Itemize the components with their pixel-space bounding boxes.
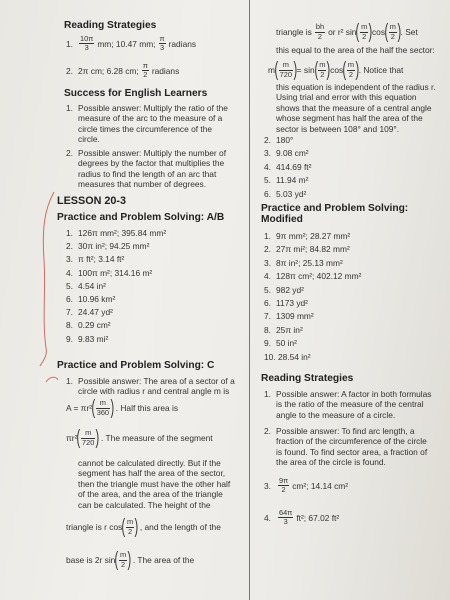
list-item: 9. 50 in² <box>264 338 297 349</box>
pps-c-triangle: triangle is r cos ( $\frac{m}{2}$ ) , and the length of the <box>66 516 221 538</box>
right-eq-line: m ( $\frac{m}{720}$ ) = sin ( $\frac{m}{2}$ ) cos ( $\frac{m}{2}$ ) . Notice that <box>268 59 404 81</box>
list-item: 4. 128π cm²; 402.12 mm² <box>264 271 362 282</box>
heading-pps-modified: Practice and Problem Solving: Modified <box>261 203 409 225</box>
list-item: 1. 9π mm²; 28.27 mm² <box>264 231 351 241</box>
list-item: 10. 28.54 in² <box>264 351 311 362</box>
pps-c-base: base is 2r sin ( $\frac{m}{2}$ ) . The area of the <box>66 549 195 571</box>
pen-mark-c <box>44 372 64 397</box>
heading-pps-c: Practice and Problem Solving: C <box>57 360 215 371</box>
list-item: 8. 0.29 cm² <box>66 320 111 331</box>
list-item: 7. 1309 mm² <box>264 311 314 322</box>
heading-pps-ab: Practice and Problem Solving: A/B <box>57 212 225 223</box>
list-item: 5. 11.94 m² <box>264 175 309 186</box>
right-equal-line: this equal to the area of the half the sector: <box>276 45 435 55</box>
list-item: 9. 9.83 mi² <box>66 333 109 344</box>
rs-right-item-2: 2. Possible answer: To find arc length, a fraction of the circumference of the circle is found. To find sector area, a fraction of the area of the circle is found. <box>264 426 428 468</box>
pps-modified-list <box>264 230 361 364</box>
heading-reading-strategies-left: Reading Strategies <box>64 20 157 31</box>
list-item: 3. 9.08 cm² <box>264 148 309 159</box>
list-item: 5. 982 yd² <box>264 284 304 295</box>
list-item: 7. 24.47 yd² <box>66 307 113 318</box>
list-item: 2. 180° <box>264 135 294 145</box>
pps-c-eq-b: πr² ( $\frac{m}{720}$ ) . The measure of the segment <box>66 427 213 449</box>
list-item: 4. 414.69 ft² <box>264 161 312 172</box>
rs-item-2: 2. 2π cm; 6.28 cm; $\frac{\pi}{2}$ radians <box>66 61 180 80</box>
rs-right-item-1: 1. Possible answer: A factor in both formulas is the ratio of the measure of the central angle to the measure of a circle. <box>264 389 432 420</box>
heading-reading-strategies-right: Reading Strategies <box>261 373 354 384</box>
list-item: 8. 25π in² <box>264 324 303 335</box>
list-item: 6. 5.03 yd² <box>264 188 307 199</box>
success-item-1: 1. Possible answer: Multiply the ratio of the measure of the arc to the measure of a circle times the circumference of the circle. <box>66 103 228 145</box>
pps-c-eq-a: A = πr² ( $\frac{m}{360}$ ) . Half this area is <box>66 397 179 419</box>
right-top-list <box>264 134 311 201</box>
rs-right-item-4: 4. $\frac{64\pi}{3}$ ft²; 67.02 ft² <box>264 508 340 527</box>
heading-success-english-learners: Success for English Learners <box>64 88 208 99</box>
lesson-title: LESSON 20-3 <box>57 195 127 207</box>
pps-c-item-1: 1. Possible answer: The area of a sector of a circle with radius r and central angle m is <box>66 376 235 397</box>
pps-ab-list <box>66 227 166 346</box>
rs-item-1: 1. $\frac{10\pi}{3}$ mm; 10.47 mm; $\frac{\pi}{3}$ radians <box>66 34 197 53</box>
list-item: 5. 4.54 in² <box>66 280 106 291</box>
list-item: 3. 8π in²; 25.13 mm² <box>264 257 343 268</box>
rs-right-item-3: 3. $\frac{9\pi}{2}$ cm²; 14.14 cm² <box>264 476 349 495</box>
success-item-2: 2. Possible answer: Multiply the number of degrees by the factor that multiplies the radius to find the length of an arc that measures that number of degrees. <box>66 148 227 190</box>
list-item: 2. 30π in²; 94.25 mm² <box>66 241 150 252</box>
right-tri-line: triangle is $\frac{bh}{2}$ or r² sin ( $\frac{m}{2}$ ) cos ( $\frac{m}{2}$ ) . Set <box>276 21 418 43</box>
list-item: 4. 100π m²; 314.16 m² <box>66 267 153 278</box>
list-item: 6. 10.96 km² <box>66 294 116 305</box>
right-body: this equation is independent of the radius r. Using trial and error with this equation shows that the measure of a central angle whose segment has half the area of the sector is between 108° and 109°. <box>276 82 436 134</box>
list-item: 6. 1173 yd² <box>264 298 308 309</box>
pen-bracket-ab <box>38 190 58 375</box>
column-divider <box>249 0 250 600</box>
list-item: 2. 27π mi²; 84.82 mm² <box>264 244 350 255</box>
list-item: 3. π ft²; 3.14 ft² <box>66 254 125 265</box>
list-item: 1. 126π mm²; 395.84 mm² <box>66 228 167 238</box>
pps-c-body: cannot be calculated directly. But if the segment has half the area of the sector, then the triangle must have the other half of the area, and the area of the triangle can be calculated. The height of the <box>78 458 231 510</box>
